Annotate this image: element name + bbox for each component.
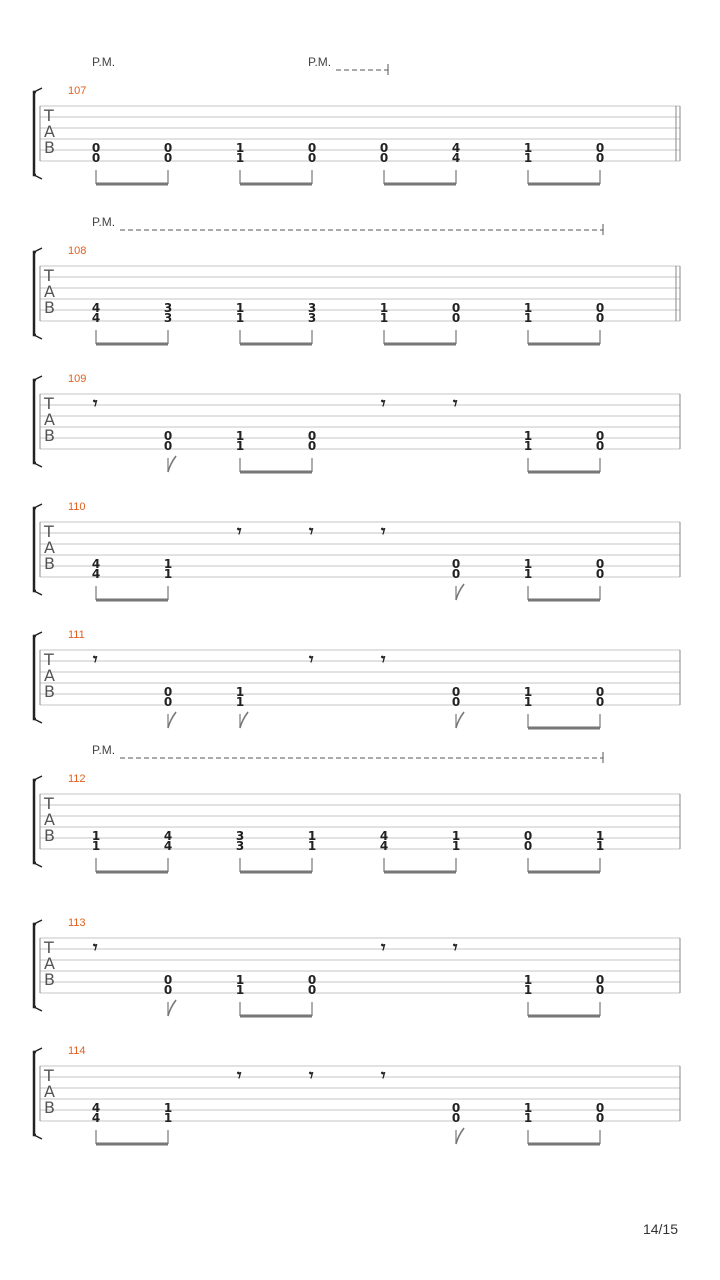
- fret-number: 0: [307, 141, 317, 155]
- fret-number: 4: [91, 567, 101, 581]
- fret-number: 0: [307, 429, 317, 443]
- palm-mute-label: P.M.: [92, 55, 116, 69]
- fret-number: 0: [451, 695, 461, 709]
- tab-label-letter: B: [44, 138, 55, 157]
- eighth-rest: 𝄾: [93, 650, 98, 670]
- eighth-rest: 𝄾: [309, 1066, 314, 1086]
- bracket-tip-top: [34, 376, 42, 380]
- fret-number: 0: [595, 685, 605, 699]
- tab-label-letter: B: [44, 298, 55, 317]
- eighth-rest: 𝄾: [93, 938, 98, 958]
- fret-number: 1: [451, 829, 461, 843]
- tab-system: [34, 373, 680, 472]
- fret-number: 1: [307, 839, 317, 853]
- tab-label-letter: T: [44, 266, 54, 285]
- fret-number: 1: [379, 301, 389, 315]
- fret-number: 1: [235, 973, 245, 987]
- tab-label-letter: A: [44, 282, 55, 301]
- bracket-tip-bottom: [34, 335, 42, 339]
- fret-number: 0: [163, 973, 173, 987]
- fret-number: 4: [91, 311, 101, 325]
- system-bracket: [34, 92, 36, 175]
- fret-number: 0: [163, 141, 173, 155]
- tab-label-letter: B: [44, 554, 55, 573]
- fret-number: 1: [451, 839, 461, 853]
- eighth-rest: 𝄾: [237, 522, 242, 542]
- tab-label-letter: B: [44, 426, 55, 445]
- system-bracket: [34, 924, 36, 1007]
- palm-mute-label: P.M.: [92, 215, 116, 229]
- fret-number: 0: [307, 983, 317, 997]
- fret-number: 0: [595, 439, 605, 453]
- bracket-tip-bottom: [34, 719, 42, 723]
- fret-number: 0: [451, 301, 461, 315]
- tab-label-letter: A: [44, 666, 55, 685]
- eighth-rest: 𝄾: [237, 1066, 242, 1086]
- fret-number: 1: [235, 301, 245, 315]
- note-flag: [240, 712, 248, 728]
- tab-label-letter: A: [44, 954, 55, 973]
- tab-system: [34, 1045, 680, 1144]
- fret-number: 0: [451, 1111, 461, 1125]
- fret-number: 1: [595, 829, 605, 843]
- fret-number: 0: [379, 141, 389, 155]
- page-number: 14/15: [642, 1221, 678, 1237]
- measure-number: 107: [68, 85, 87, 97]
- fret-number: 1: [523, 1111, 533, 1125]
- fret-number: 4: [379, 829, 389, 843]
- tab-system: [34, 917, 680, 1016]
- fret-number: 1: [379, 311, 389, 325]
- fret-number: 1: [235, 141, 245, 155]
- note-flag: [456, 1128, 464, 1144]
- bracket-tip-bottom: [34, 591, 42, 595]
- fret-number: 1: [163, 1101, 173, 1115]
- fret-number: 0: [163, 685, 173, 699]
- fret-number: 0: [595, 301, 605, 315]
- tab-system: [34, 629, 680, 728]
- fret-number: 0: [379, 151, 389, 165]
- fret-number: 4: [163, 839, 173, 853]
- fret-number: 4: [91, 1101, 101, 1115]
- tab-system: [34, 215, 680, 344]
- tab-label-letter: T: [44, 938, 54, 957]
- fret-number: 0: [91, 151, 101, 165]
- tab-system: [34, 55, 680, 184]
- fret-number: 1: [163, 1111, 173, 1125]
- fret-number: 0: [595, 983, 605, 997]
- fret-number: 1: [523, 983, 533, 997]
- tab-label-letter: A: [44, 410, 55, 429]
- fret-number: 0: [595, 311, 605, 325]
- bracket-tip-top: [34, 88, 42, 92]
- palm-mute-label: P.M.: [308, 55, 332, 69]
- fret-number: 1: [235, 685, 245, 699]
- tab-label-letter: A: [44, 810, 55, 829]
- fret-number: 1: [523, 151, 533, 165]
- measure-number: 110: [68, 501, 86, 513]
- fret-number: 3: [307, 301, 317, 315]
- tab-system: [34, 501, 680, 600]
- fret-number: 4: [379, 839, 389, 853]
- fret-number: 1: [235, 695, 245, 709]
- fret-number: 1: [235, 429, 245, 443]
- fret-number: 1: [91, 829, 101, 843]
- tab-label-letter: T: [44, 106, 54, 125]
- bracket-tip-top: [34, 632, 42, 636]
- fret-number: 1: [235, 151, 245, 165]
- tab-label-letter: T: [44, 522, 54, 541]
- fret-number: 0: [451, 685, 461, 699]
- fret-number: 1: [523, 567, 533, 581]
- fret-number: 0: [163, 439, 173, 453]
- fret-number: 1: [163, 567, 173, 581]
- note-flag: [456, 712, 464, 728]
- bracket-tip-bottom: [34, 463, 42, 467]
- fret-number: 4: [91, 301, 101, 315]
- fret-number: 0: [595, 567, 605, 581]
- fret-number: 0: [307, 973, 317, 987]
- eighth-rest: 𝄾: [309, 522, 314, 542]
- measure-number: 114: [68, 1045, 86, 1057]
- fret-number: 0: [595, 151, 605, 165]
- measure-number: 112: [68, 773, 86, 785]
- note-flag: [456, 584, 464, 600]
- bracket-tip-bottom: [34, 175, 42, 179]
- fret-number: 1: [523, 439, 533, 453]
- fret-number: 0: [91, 141, 101, 155]
- fret-number: 0: [595, 695, 605, 709]
- system-bracket: [34, 780, 36, 863]
- fret-number: 3: [235, 839, 245, 853]
- measure-number: 108: [68, 245, 87, 257]
- fret-number: 1: [523, 429, 533, 443]
- fret-number: 0: [595, 973, 605, 987]
- eighth-rest: 𝄾: [453, 394, 458, 414]
- eighth-rest: 𝄾: [453, 938, 458, 958]
- fret-number: 4: [451, 141, 461, 155]
- fret-number: 0: [523, 829, 533, 843]
- tab-label-letter: T: [44, 794, 54, 813]
- fret-number: 0: [595, 429, 605, 443]
- fret-number: 1: [523, 301, 533, 315]
- fret-number: 1: [307, 829, 317, 843]
- fret-number: 1: [523, 141, 533, 155]
- fret-number: 0: [595, 141, 605, 155]
- fret-number: 1: [91, 839, 101, 853]
- fret-number: 1: [235, 311, 245, 325]
- note-flag: [168, 1000, 176, 1016]
- measure-number: 109: [68, 373, 87, 385]
- fret-number: 3: [235, 829, 245, 843]
- fret-number: 1: [523, 311, 533, 325]
- palm-mute-label: P.M.: [92, 743, 116, 757]
- fret-number: 1: [523, 695, 533, 709]
- tab-label-letter: A: [44, 1082, 55, 1101]
- note-flag: [168, 456, 176, 472]
- fret-number: 1: [235, 983, 245, 997]
- system-bracket: [34, 380, 36, 463]
- fret-number: 1: [163, 557, 173, 571]
- fret-number: 1: [523, 973, 533, 987]
- tab-label-letter: T: [44, 650, 54, 669]
- bracket-tip-top: [34, 1048, 42, 1052]
- system-bracket: [34, 636, 36, 719]
- measure-number: 113: [68, 917, 86, 929]
- fret-number: 0: [163, 429, 173, 443]
- tab-label-letter: T: [44, 394, 54, 413]
- fret-number: 0: [451, 557, 461, 571]
- fret-number: 1: [523, 1101, 533, 1115]
- tab-system: [34, 743, 680, 872]
- eighth-rest: 𝄾: [381, 522, 386, 542]
- fret-number: 1: [523, 685, 533, 699]
- eighth-rest: 𝄾: [309, 650, 314, 670]
- bracket-tip-top: [34, 776, 42, 780]
- fret-number: 3: [307, 311, 317, 325]
- tab-label-letter: B: [44, 970, 55, 989]
- fret-number: 0: [595, 557, 605, 571]
- tab-label-letter: B: [44, 826, 55, 845]
- tab-label-letter: T: [44, 1066, 54, 1085]
- fret-number: 0: [163, 695, 173, 709]
- bracket-tip-top: [34, 920, 42, 924]
- tab-label-letter: A: [44, 538, 55, 557]
- tab-label-letter: B: [44, 682, 55, 701]
- fret-number: 3: [163, 301, 173, 315]
- fret-number: 4: [91, 1111, 101, 1125]
- bracket-tip-top: [34, 504, 42, 508]
- measure-number: 111: [68, 629, 85, 641]
- eighth-rest: 𝄾: [381, 650, 386, 670]
- eighth-rest: 𝄾: [381, 394, 386, 414]
- fret-number: 4: [91, 557, 101, 571]
- system-bracket: [34, 252, 36, 335]
- tab-label-letter: A: [44, 122, 55, 141]
- system-bracket: [34, 508, 36, 591]
- fret-number: 1: [595, 839, 605, 853]
- note-flag: [168, 712, 176, 728]
- eighth-rest: 𝄾: [93, 394, 98, 414]
- fret-number: 0: [451, 1101, 461, 1115]
- fret-number: 3: [163, 311, 173, 325]
- fret-number: 0: [451, 567, 461, 581]
- fret-number: 0: [595, 1101, 605, 1115]
- fret-number: 4: [163, 829, 173, 843]
- eighth-rest: 𝄾: [381, 938, 386, 958]
- bracket-tip-bottom: [34, 1135, 42, 1139]
- fret-number: 0: [451, 311, 461, 325]
- fret-number: 0: [163, 983, 173, 997]
- tab-label-letter: B: [44, 1098, 55, 1117]
- fret-number: 0: [307, 439, 317, 453]
- system-bracket: [34, 1052, 36, 1135]
- fret-number: 0: [595, 1111, 605, 1125]
- eighth-rest: 𝄾: [381, 1066, 386, 1086]
- bracket-tip-top: [34, 248, 42, 252]
- fret-number: 0: [307, 151, 317, 165]
- fret-number: 1: [523, 557, 533, 571]
- fret-number: 0: [163, 151, 173, 165]
- fret-number: 1: [235, 439, 245, 453]
- fret-number: 0: [523, 839, 533, 853]
- bracket-tip-bottom: [34, 1007, 42, 1011]
- fret-number: 4: [451, 151, 461, 165]
- bracket-tip-bottom: [34, 863, 42, 867]
